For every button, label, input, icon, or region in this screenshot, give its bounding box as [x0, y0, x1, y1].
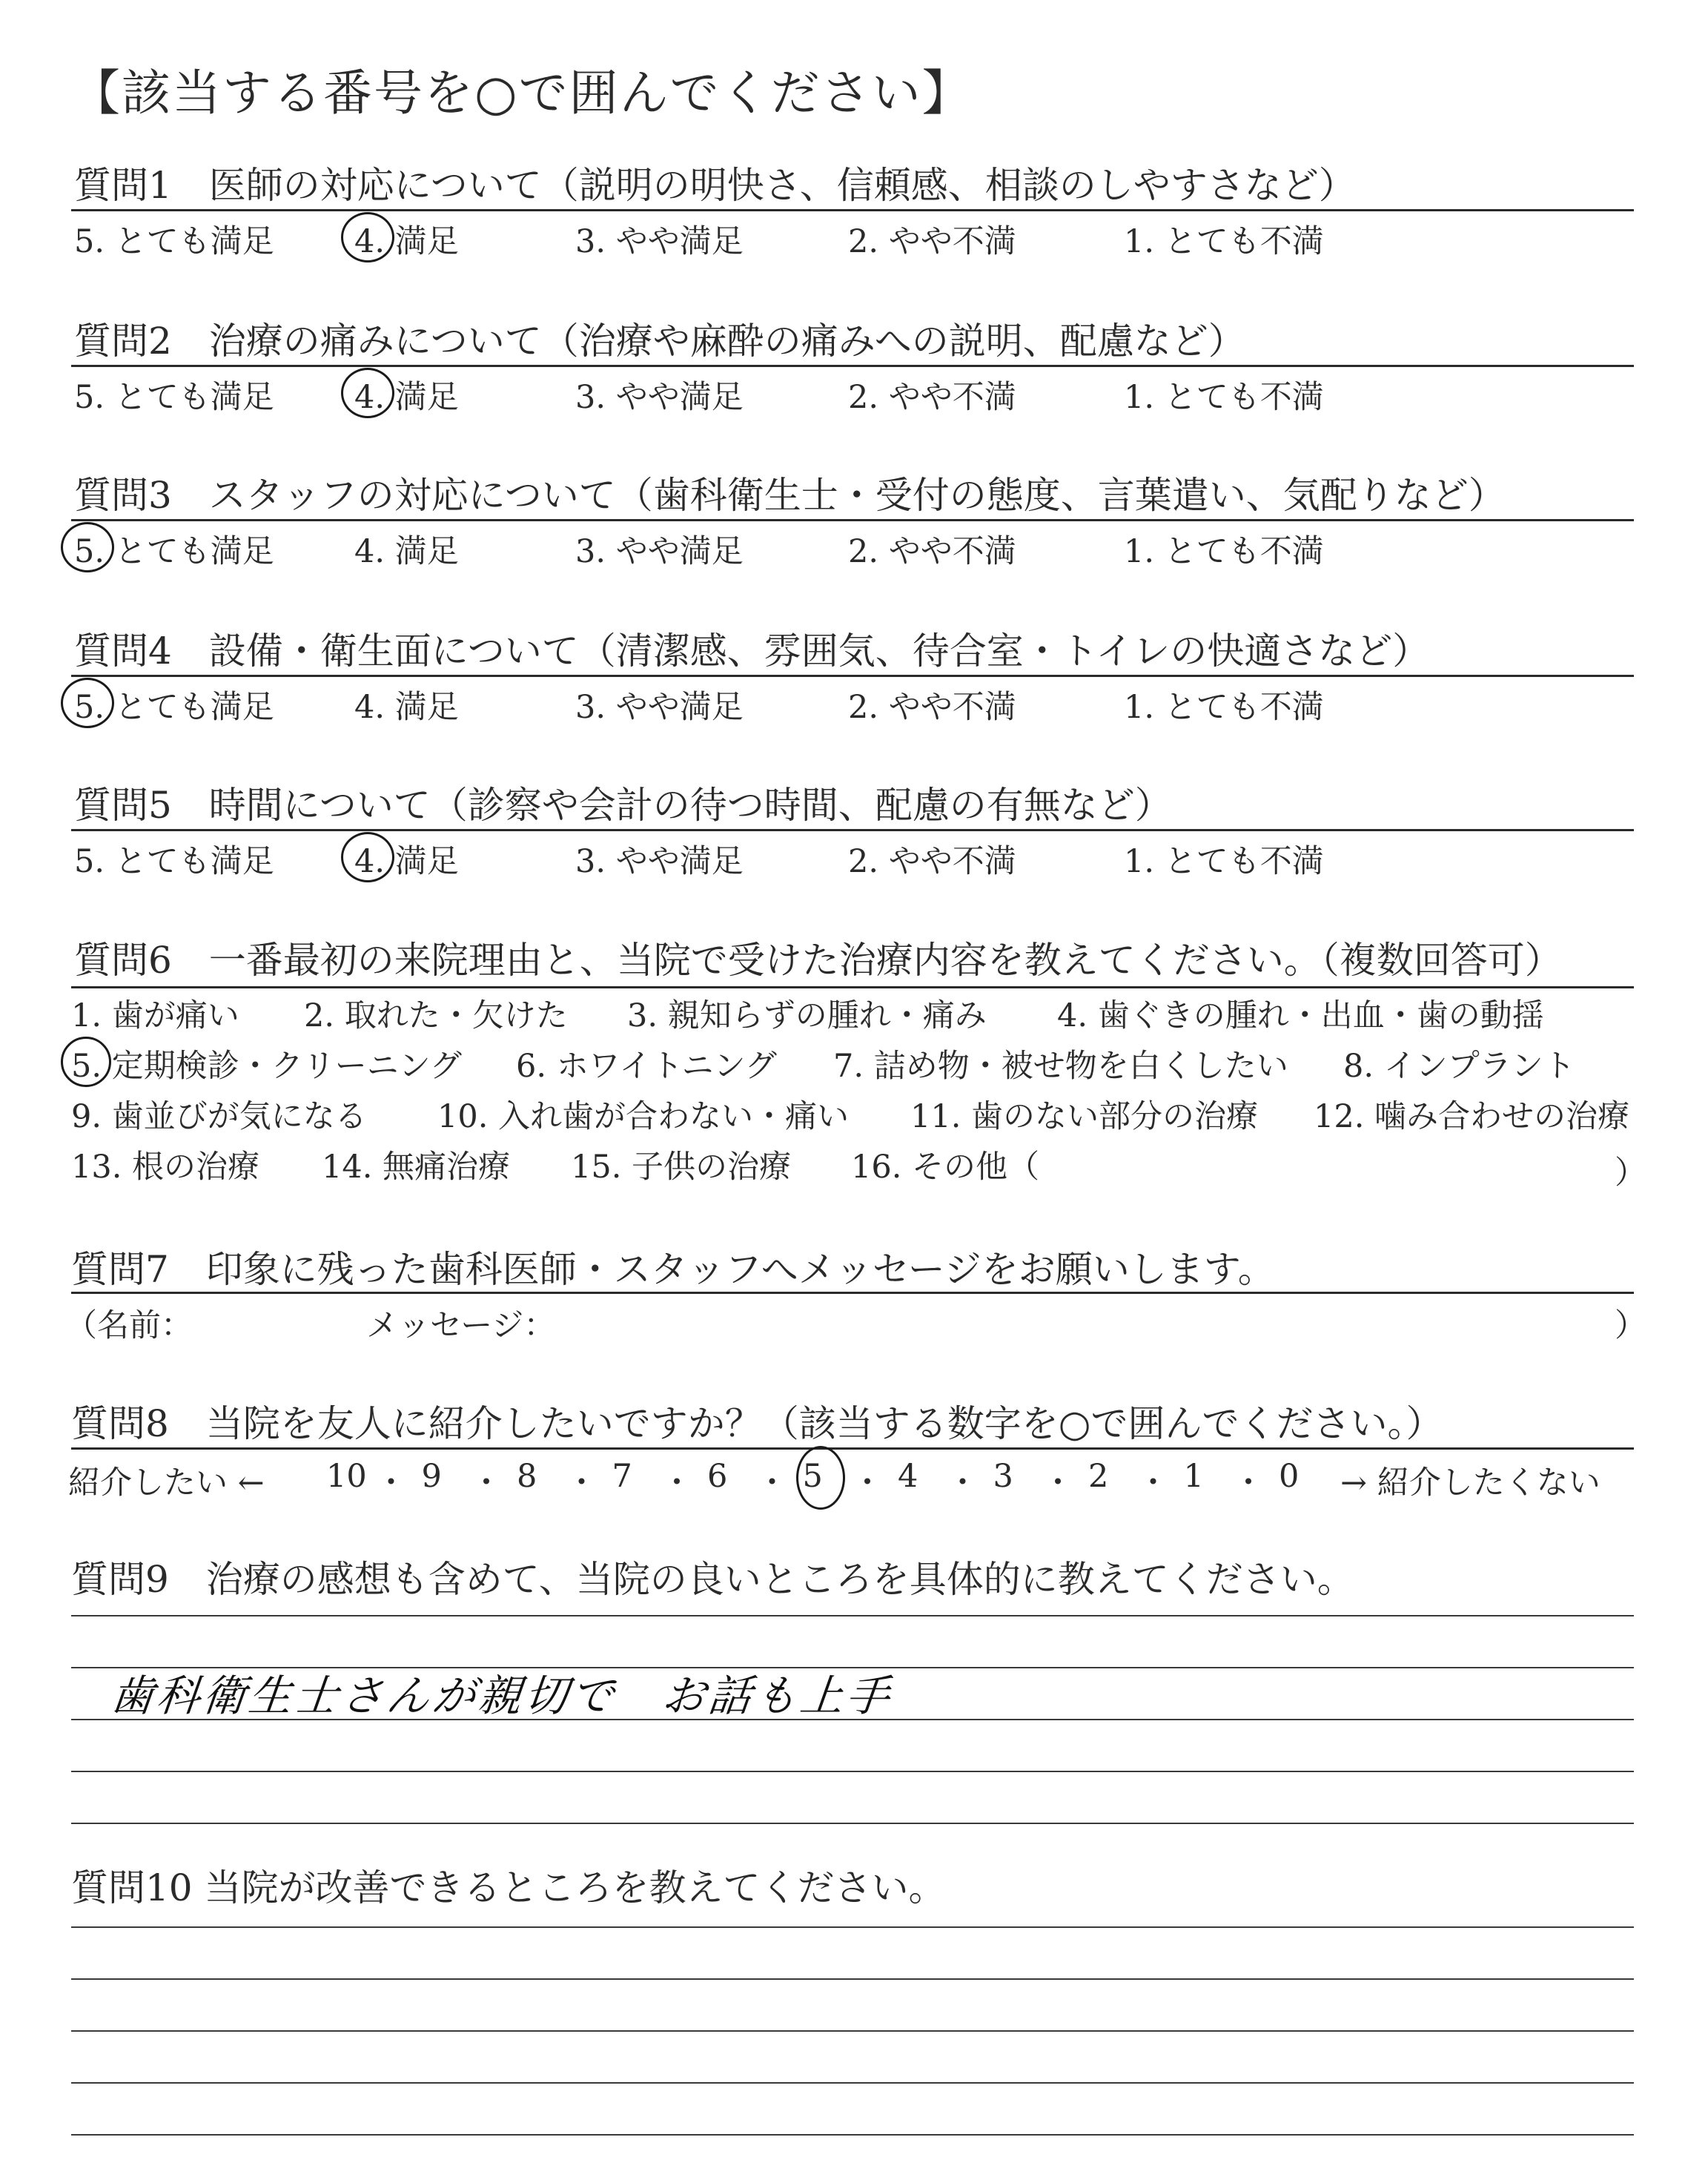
q10-line-4 — [71, 2082, 1634, 2084]
q8-left-label: 紹介したい ← — [68, 1464, 265, 1502]
q9-line-1 — [71, 1615, 1634, 1616]
q8-separator: ・ — [1232, 1464, 1265, 1502]
q2-label: 質問2 治療の痛みについて（治療や麻酔の痛みへの説明、配慮など） — [74, 320, 1245, 363]
q10-line-1 — [71, 1926, 1634, 1928]
q5-option-4: 4. 満足 — [354, 843, 459, 880]
q8-scale-10: 10 — [326, 1458, 367, 1495]
q8-separator: ・ — [851, 1464, 884, 1502]
q4-answer-circle — [61, 678, 114, 728]
q3-rule — [71, 519, 1634, 521]
q8-scale-6: 6 — [707, 1458, 728, 1495]
q4-option-3: 3. やや満足 — [575, 689, 744, 726]
q6-option-4: 4. 歯ぐきの腫れ・出血・歯の動揺 — [1057, 997, 1544, 1034]
q9-handwritten-answer: 歯科衛生士さんが親切で お話も上手 — [107, 1671, 896, 1721]
q4-option-5: 5. とても満足 — [74, 689, 274, 726]
q9-line-5 — [71, 1823, 1634, 1824]
q1-option-5: 5. とても満足 — [74, 223, 274, 260]
q4-option-2: 2. やや不満 — [848, 689, 1016, 726]
q4-option-1: 1. とても不満 — [1124, 689, 1324, 726]
q8-scale-1: 1 — [1183, 1458, 1204, 1495]
q7-message-label: メッセージ： — [366, 1307, 556, 1344]
q6-option-3: 3. 親知らずの腫れ・痛み — [627, 997, 987, 1034]
q9-label: 質問9 治療の感想も含めて、当院の良いところを具体的に教えてください。 — [71, 1558, 1354, 1601]
q1-label: 質問1 医師の対応について（説明の明快さ、信頼感、相談のしやすさなど） — [74, 164, 1356, 207]
q2-option-1: 1. とても不満 — [1124, 379, 1324, 416]
q8-separator: ・ — [1137, 1464, 1169, 1502]
q8-separator: ・ — [756, 1464, 788, 1502]
q3-option-3: 3. やや満足 — [575, 533, 744, 570]
q7-rule — [71, 1292, 1634, 1294]
q7-close: ） — [1615, 1307, 1646, 1344]
q1-option-4: 4. 満足 — [354, 223, 459, 260]
q3-option-4: 4. 満足 — [354, 533, 459, 570]
q8-rule — [71, 1447, 1634, 1450]
q2-option-2: 2. やや不満 — [848, 379, 1016, 416]
q6-option-15: 15. 子供の治療 — [571, 1149, 792, 1186]
q5-option-2: 2. やや不満 — [848, 843, 1016, 880]
q6-label: 質問6 一番最初の来院理由と、当院で受けた治療内容を教えてください。（複数回答可） — [74, 939, 1562, 982]
q8-separator: ・ — [470, 1464, 503, 1502]
q8-right-label: → 紹介したくない — [1340, 1464, 1601, 1502]
q1-answer-circle — [341, 212, 394, 262]
q8-answer-circle — [796, 1446, 845, 1510]
q6-option-7: 7. 詰め物・被せ物を白くしたい — [833, 1048, 1288, 1085]
q1-option-3: 3. やや満足 — [575, 223, 744, 260]
q8-scale-3: 3 — [993, 1458, 1013, 1495]
q2-answer-circle — [341, 368, 394, 418]
q6-option-10: 10. 入れ歯が合わない・痛い — [437, 1098, 850, 1135]
q3-label: 質問3 スタッフの対応について（歯科衛生士・受付の態度、言葉遣い、気配りなど） — [74, 474, 1506, 517]
q2-option-5: 5. とても満足 — [74, 379, 274, 416]
q2-option-3: 3. やや満足 — [575, 379, 744, 416]
q3-answer-circle — [61, 522, 114, 572]
q5-option-5: 5. とても満足 — [74, 843, 274, 880]
q4-rule — [71, 675, 1634, 677]
q3-option-5: 5. とても満足 — [74, 533, 274, 570]
q9-line-4 — [71, 1771, 1634, 1772]
q8-separator: ・ — [566, 1464, 598, 1502]
q8-scale-8: 8 — [517, 1458, 537, 1495]
q6-option-16: 16. その他（ — [851, 1149, 1040, 1186]
q8-scale-5: 5 — [802, 1458, 823, 1495]
q8-scale-2: 2 — [1088, 1458, 1109, 1495]
form-title: 【該当する番号を○で囲んでください】 — [71, 65, 973, 122]
q1-rule — [71, 209, 1634, 211]
q3-option-1: 1. とても不満 — [1124, 533, 1324, 570]
q10-line-3 — [71, 2030, 1634, 2032]
q8-separator: ・ — [947, 1464, 979, 1502]
q3-option-2: 2. やや不満 — [848, 533, 1016, 570]
q6-option-14: 14. 無痛治療 — [322, 1149, 511, 1186]
q6-option-5: 5. 定期検診・クリーニング — [71, 1048, 462, 1085]
q6-rule — [71, 986, 1634, 988]
q7-name-label: （名前： — [65, 1307, 193, 1344]
q10-line-5 — [71, 2134, 1634, 2136]
q6-answer-circle — [61, 1037, 111, 1087]
q8-scale-0: 0 — [1279, 1458, 1300, 1495]
q2-rule — [71, 365, 1634, 367]
q5-option-1: 1. とても不満 — [1124, 843, 1324, 880]
q6-option-9: 9. 歯並びが気になる — [71, 1098, 367, 1135]
q1-option-2: 2. やや不満 — [848, 223, 1016, 260]
q5-option-3: 3. やや満足 — [575, 843, 744, 880]
q8-separator: ・ — [375, 1464, 407, 1502]
q8-scale-4: 4 — [898, 1458, 918, 1495]
q6-option-6: 6. ホワイトニング — [516, 1048, 777, 1085]
q6-option-8: 8. インプラント — [1343, 1048, 1575, 1085]
q6-other-close: ） — [1615, 1155, 1646, 1192]
q10-label: 質問10 当院が改善できるところを教えてください。 — [71, 1866, 946, 1909]
q6-option-2: 2. 取れた・欠けた — [304, 997, 568, 1034]
q6-option-11: 11. 歯のない部分の治療 — [910, 1098, 1259, 1135]
q10-line-2 — [71, 1978, 1634, 1980]
q5-rule — [71, 829, 1634, 831]
q7-label: 質問7 印象に残った歯科医師・スタッフへメッセージをお願いします。 — [71, 1248, 1275, 1291]
q2-option-4: 4. 満足 — [354, 379, 459, 416]
q8-separator: ・ — [661, 1464, 693, 1502]
q1-option-1: 1. とても不満 — [1124, 223, 1324, 260]
q6-option-12: 12. 噛み合わせの治療 — [1314, 1098, 1630, 1135]
q8-label: 質問8 当院を友人に紹介したいですか？（該当する数字を○で囲んでください。） — [71, 1402, 1443, 1445]
q6-option-1: 1. 歯が痛い — [71, 997, 239, 1034]
q4-label: 質問4 設備・衛生面について（清潔感、雰囲気、待合室・トイレの快適さなど） — [74, 630, 1430, 673]
q6-option-13: 13. 根の治療 — [71, 1149, 260, 1186]
q5-label: 質問5 時間について（診察や会計の待つ時間、配慮の有無など） — [74, 784, 1172, 827]
q4-option-4: 4. 満足 — [354, 689, 459, 726]
q8-scale-7: 7 — [612, 1458, 632, 1495]
q8-separator: ・ — [1042, 1464, 1074, 1502]
q5-answer-circle — [341, 832, 394, 882]
q8-scale-9: 9 — [421, 1458, 442, 1495]
